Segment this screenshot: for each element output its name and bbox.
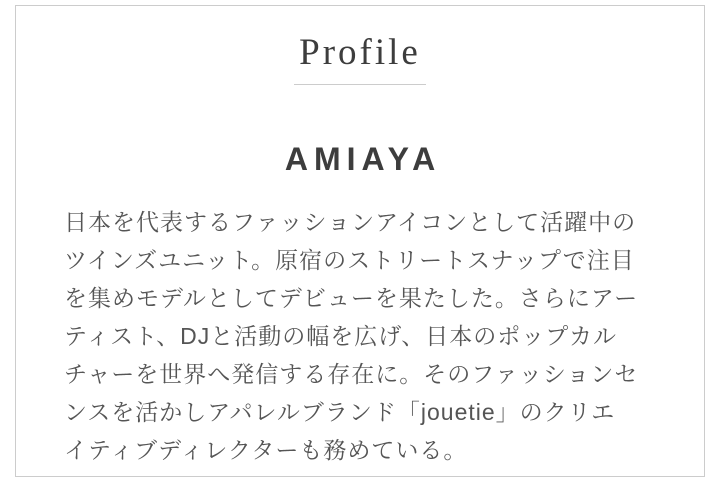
profile-name: AMIAYA xyxy=(284,141,442,177)
profile-description-line: イティブディレクターも務めている。 xyxy=(64,437,468,463)
profile-card xyxy=(15,5,705,477)
profile-description-line: を集めモデルとしてデビューを果たした。さらにアー xyxy=(64,285,639,311)
section-title: Profile xyxy=(299,32,421,73)
title-divider xyxy=(294,84,426,85)
profile-description-line: チャーを世界へ発信する存在に。そのファッションセ xyxy=(64,361,639,387)
profile-description-line: ツインズユニット。原宿のストリートスナップで注目 xyxy=(64,247,635,273)
profile-description-line: 日本を代表するファッションアイコンとして活躍中の xyxy=(64,209,637,235)
profile-description-line: ティスト、DJと活動の幅を広げ、日本のポップカル xyxy=(64,323,618,349)
profile-description-line: ンスを活かしアパレルブランド「jouetie」のクリエ xyxy=(64,399,616,425)
profile-description xyxy=(16,203,704,469)
